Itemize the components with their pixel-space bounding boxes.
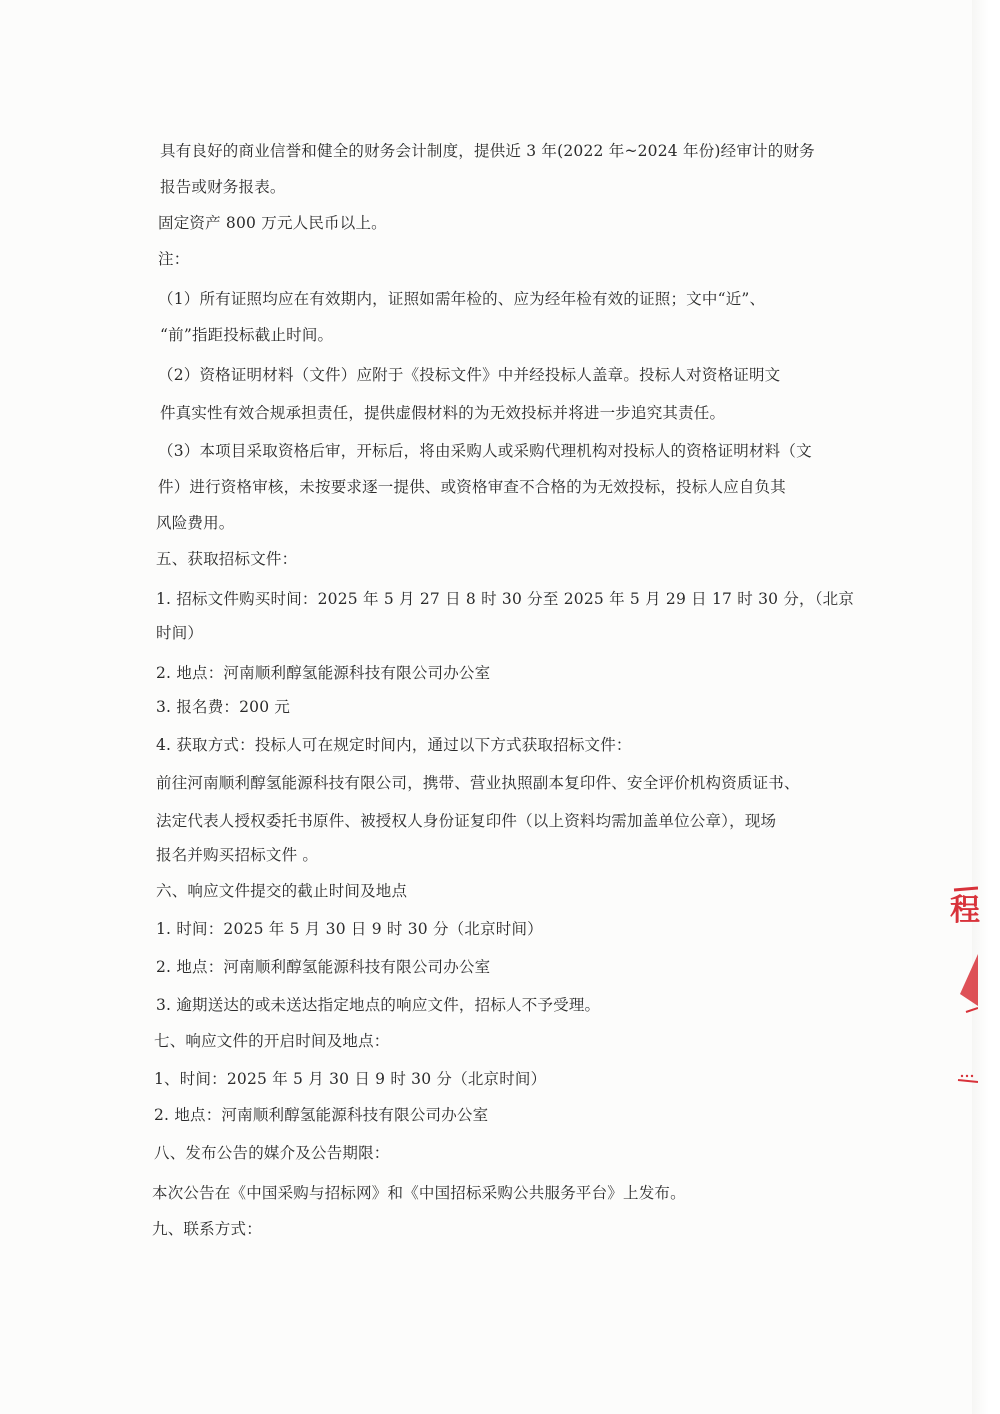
section-heading: 五、获取招标文件： — [156, 550, 298, 568]
text-line: 件）进行资格审核，未按要求逐一提供、或资格审查不合格的为无效投标，投标人应自负其 — [158, 478, 787, 496]
text-line: 件真实性有效合规承担责任，提供虚假材料的为无效投标并将进一步追究其责任。 — [160, 404, 726, 422]
text-line: 1. 招标文件购买时间：2025 年 5 月 27 日 8 时 30 分至 2025 年 5 月 29 日 17 时 30 分，（北京 — [156, 590, 855, 608]
text-line: （3）本项目采取资格后审，开标后，将由采购人或采购代理机构对投标人的资格证明材料（文 — [158, 442, 812, 460]
text-line: 具有良好的商业信誉和健全的财务会计制度，提供近 3 年(2022 年~2024 年份)经审计的财务 — [160, 142, 815, 160]
section-heading: 六、响应文件提交的截止时间及地点 — [156, 882, 408, 900]
text-line: 1、时间：2025 年 5 月 30 日 9 时 30 分（北京时间） — [154, 1070, 547, 1088]
text-line: 2. 地点：河南顺利醇氢能源科技有限公司办公室 — [156, 958, 491, 976]
text-line: 前往河南顺利醇氢能源科技有限公司，携带、营业执照副本复印件、安全评价机构资质证书、 — [156, 774, 800, 792]
text-line: 固定资产 800 万元人民币以上。 — [158, 214, 387, 232]
text-line: 3. 逾期送达的或未送达指定地点的响应文件，招标人不予受理。 — [156, 996, 601, 1014]
section-heading: 七、响应文件的开启时间及地点： — [154, 1032, 390, 1050]
text-line: 法定代表人授权委托书原件、被授权人身份证复印件（以上资料均需加盖单位公章），现场 — [156, 812, 777, 830]
text-line: 报名并购买招标文件 。 — [156, 846, 319, 864]
text-line: 报告或财务报表。 — [160, 178, 286, 196]
stamp-text: 程 — [950, 893, 980, 928]
text-line: 2. 地点：河南顺利醇氢能源科技有限公司办公室 — [156, 664, 491, 682]
red-seal-stamp — [948, 884, 978, 1094]
text-line: （2）资格证明材料（文件）应附于《投标文件》中并经投标人盖章。投标人对资格证明文 — [158, 366, 781, 384]
text-line: 时间） — [156, 624, 204, 642]
text-line: （1）所有证照均应在有效期内，证照如需年检的、应为经年检有效的证照；文中“近”、 — [158, 290, 766, 308]
text-line: 3. 报名费：200 元 — [156, 698, 291, 716]
text-line: 风险费用。 — [156, 514, 235, 532]
text-line: “前”指距投标截止时间。 — [160, 326, 334, 344]
text-line: 4. 获取方式：投标人可在规定时间内，通过以下方式获取招标文件： — [156, 736, 632, 754]
section-heading: 九、联系方式： — [152, 1220, 262, 1238]
text-line: 2. 地点：河南顺利醇氢能源科技有限公司办公室 — [154, 1106, 489, 1124]
text-line: 1. 时间：2025 年 5 月 30 日 9 时 30 分（北京时间） — [156, 920, 543, 938]
note-heading: 注： — [158, 250, 190, 268]
section-heading: 八、发布公告的媒介及公告期限： — [154, 1144, 390, 1162]
text-line: 本次公告在《中国采购与招标网》和《中国招标采购公共服务平台》上发布。 — [152, 1184, 686, 1202]
page-edge-shadow — [972, 0, 1000, 1414]
